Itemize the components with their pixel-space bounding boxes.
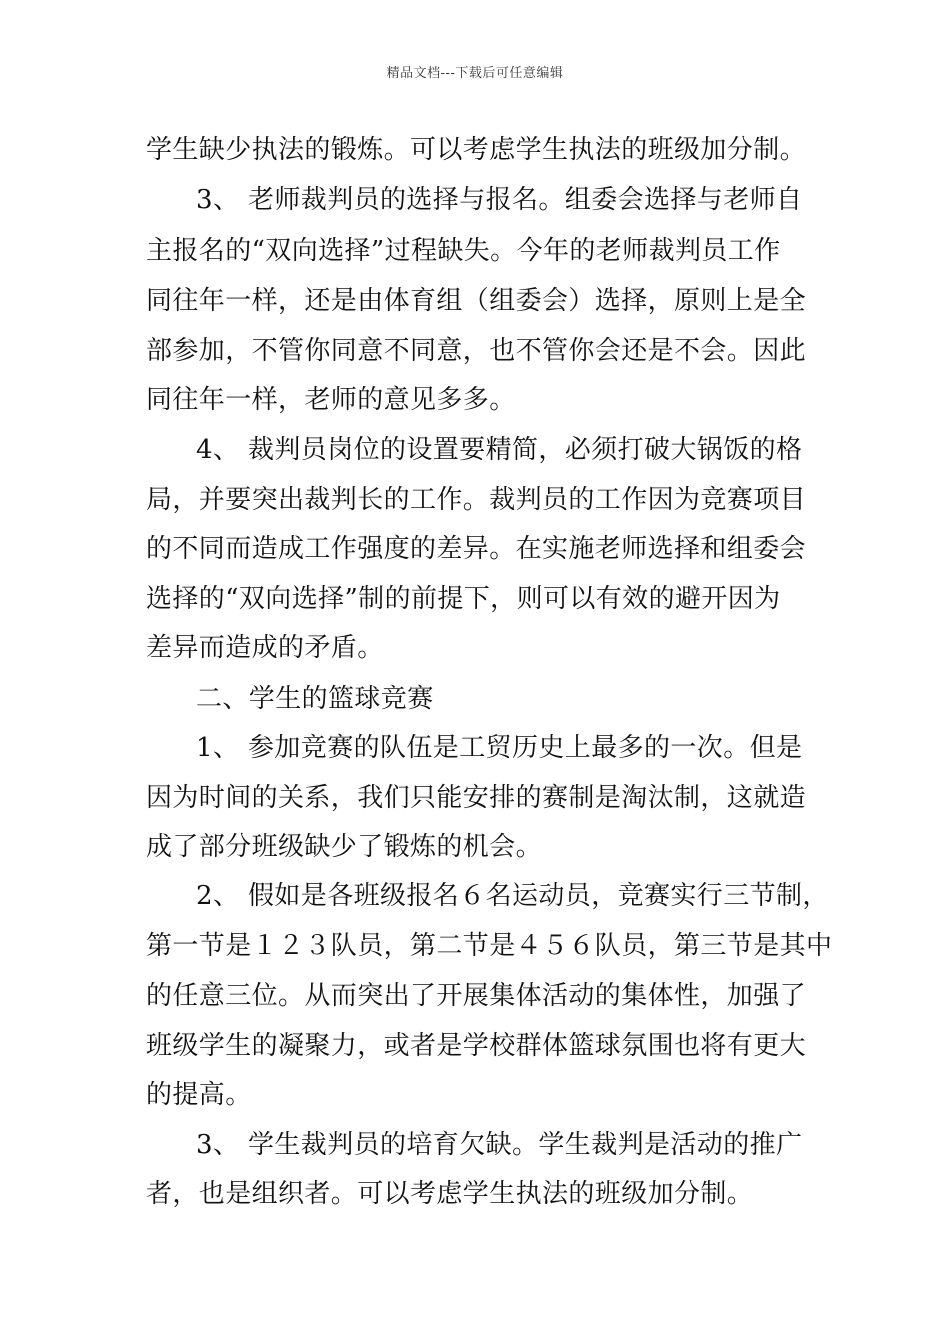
text-line: 学生缺少执法的锻炼。可以考虑学生执法的班级加分制。 — [146, 135, 807, 165]
text-line: 因为时间的关系，我们只能安排的赛制是淘汰制，这就造 — [146, 783, 807, 813]
text-line: 2、 假如是各班级报名６名运动员，竞赛实行三节制， — [196, 881, 829, 911]
text-line: 同往年一样，还是由体育组（组委会）选择，原则上是全 — [146, 286, 807, 316]
text-line: 1、 参加竞赛的队伍是工贸历史上最多的一次。但是 — [196, 733, 803, 763]
text-line: 4、 裁判员岗位的设置要精简，必须打破大锅饭的格 — [196, 435, 803, 465]
text-line: 的任意三位。从而突出了开展集体活动的集体性，加强了 — [146, 981, 807, 1011]
text-line: 主报名的“双向选择”过程缺失。今年的老师裁判员工作 — [146, 236, 781, 266]
text-line: 者，也是组织者。可以考虑学生执法的班级加分制。 — [146, 1179, 754, 1209]
text-line: 的提高。 — [146, 1080, 252, 1110]
text-line: 选择的“双向选择”制的前提下，则可以有效的避开因为 — [146, 584, 781, 614]
text-line: 第一节是１２３队员，第二节是４５６队员，第三节是其中 — [146, 931, 833, 961]
text-line: 的不同而造成工作强度的差异。在实施老师选择和组委会 — [146, 534, 807, 564]
text-line: 同往年一样，老师的意见多多。 — [146, 385, 516, 415]
text-line: 局，并要突出裁判长的工作。裁判员的工作因为竞赛项目 — [146, 485, 807, 515]
text-line: 成了部分班级缺少了锻炼的机会。 — [146, 832, 543, 862]
text-line: 3、 学生裁判员的培育欠缺。学生裁判是活动的推广 — [196, 1130, 803, 1160]
text-line: 部参加，不管你同意不同意，也不管你会还是不会。因此 — [146, 336, 807, 366]
text-line: 差异而造成的矛盾。 — [146, 633, 384, 663]
text-line: 班级学生的凝聚力，或者是学校群体篮球氛围也将有更大 — [146, 1031, 807, 1061]
section-heading: 二、学生的篮球竞赛 — [196, 684, 434, 714]
page-header: 精品文档---下载后可任意编辑 — [386, 66, 564, 81]
text-line: 3、 老师裁判员的选择与报名。组委会选择与老师自 — [196, 185, 803, 215]
